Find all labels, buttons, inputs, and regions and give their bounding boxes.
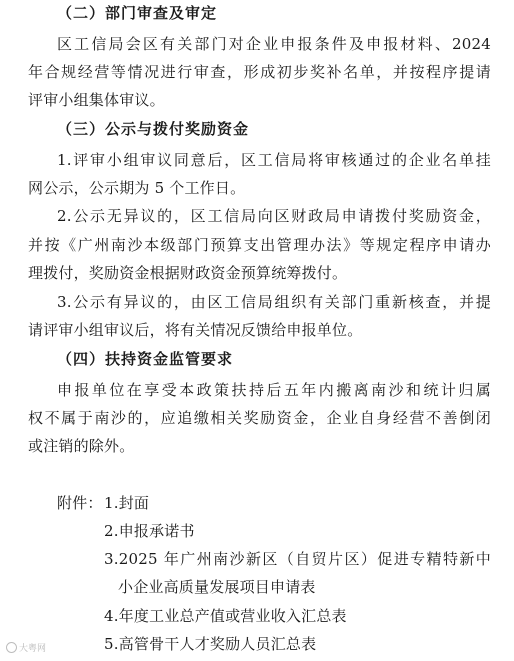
attachment-item: 3.2025 年广州南沙新区（自贸片区）促进专精特新中: [104, 550, 491, 568]
section-heading-review: （二）部门审查及审定: [57, 4, 218, 22]
paragraph-line: 并按《广州南沙本级部门预算支出管理办法》等规定程序申请办: [28, 236, 491, 254]
attachment-item: 小企业高质量发展项目申请表: [118, 578, 316, 596]
paragraph-line: 申报单位在享受本政策扶持后五年内搬离南沙和统计归属: [57, 381, 491, 399]
watermark-text: 大粤网: [19, 644, 47, 654]
attachment-item: 1.封面: [104, 494, 150, 512]
paragraph-line: 3.公示有异议的，由区工信局组织有关部门重新核查，并提: [57, 293, 491, 311]
section-heading-publicity: （三）公示与拨付奖励资金: [57, 120, 250, 138]
attachment-item: 4.年度工业总产值或营业收入汇总表: [104, 607, 347, 625]
paragraph-line: 或注销的除外。: [28, 437, 135, 455]
attachments-label: 附件：: [57, 494, 103, 512]
paragraph-line: 请评审小组审议后，将有关情况反馈给申报单位。: [28, 321, 363, 339]
paragraph-line: 理拨付，奖励资金根据财政资金预算统筹拨付。: [28, 264, 348, 282]
watermark: [6, 641, 46, 654]
paragraph-line: 2.公示无异议的，区工信局向区财政局申请拨付奖励资金，: [57, 207, 491, 225]
paragraph-line: 网公示，公示期为 5 个工作日。: [28, 179, 246, 197]
section-heading-supervision: （四）扶持资金监管要求: [57, 350, 234, 368]
watermark-logo-icon: [6, 642, 17, 653]
paragraph-line: 区工信局会区有关部门对企业申报条件及申报材料、2024: [57, 35, 491, 53]
paragraph-line: 年合规经营等情况进行审查，形成初步奖补名单，并按程序提请: [28, 63, 491, 81]
paragraph-line: 权不属于南沙的，应追缴相关奖励资金，企业自身经营不善倒闭: [28, 409, 491, 427]
paragraph-line: 1.评审小组审议同意后，区工信局将审核通过的企业名单挂: [57, 151, 491, 169]
paragraph-line: 评审小组集体审议。: [28, 91, 165, 109]
attachment-item: 5.高管骨干人才奖励人员汇总表: [104, 635, 317, 653]
attachment-item: 2.申报承诺书: [104, 522, 195, 540]
